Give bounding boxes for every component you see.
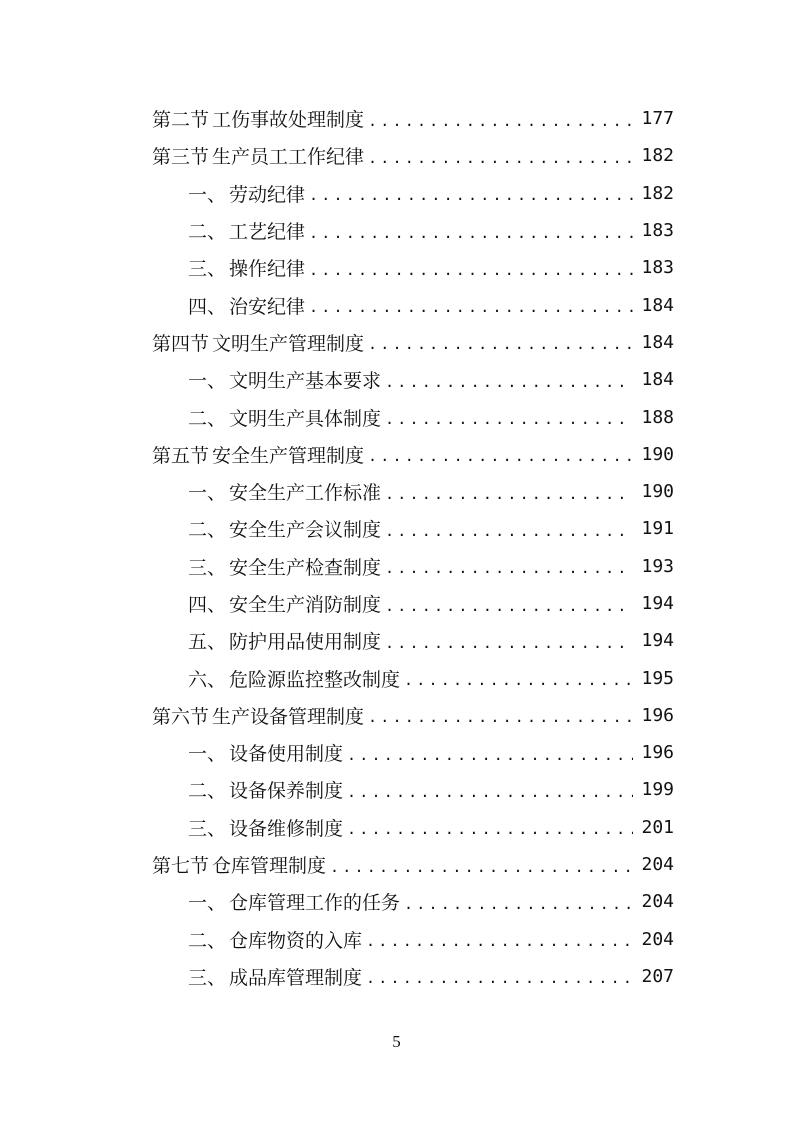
toc-entry-title: 文明生产基本要求 (229, 370, 382, 393)
toc-entry-title: 工艺纪律 (229, 221, 306, 244)
dot-leader (368, 112, 633, 130)
dot-leader (385, 485, 633, 503)
dot-leader (385, 522, 633, 540)
toc-entry-page: 183 (641, 257, 674, 279)
toc-entry-page: 194 (641, 630, 674, 652)
toc-entry-prefix: 第二节 (152, 109, 210, 132)
dot-leader (368, 447, 633, 465)
toc-entry[interactable] (152, 249, 674, 286)
dot-leader (366, 969, 633, 987)
dot-leader (385, 634, 633, 652)
toc-entry-title: 防护用品使用制度 (229, 631, 382, 654)
toc-entry[interactable] (152, 548, 674, 585)
toc-entry-prefix: 二、 (188, 929, 227, 952)
toc-entry-title: 设备维修制度 (229, 817, 344, 840)
toc-entry-title: 仓库物资的入库 (229, 929, 363, 952)
toc-entry-prefix: 第三节 (152, 146, 210, 169)
toc-entry-prefix: 第四节 (152, 332, 210, 355)
toc-entry-page: 196 (641, 742, 674, 764)
toc-entry[interactable] (152, 175, 674, 212)
toc-entry-prefix: 四、 (188, 295, 227, 318)
toc-entry-title: 设备使用制度 (229, 743, 344, 766)
toc-entry[interactable] (152, 585, 674, 622)
toc-entry-page: 183 (641, 220, 674, 242)
toc-entry-prefix: 第六节 (152, 705, 210, 728)
toc-entry[interactable] (152, 324, 674, 361)
toc-entry[interactable] (152, 510, 674, 547)
dot-leader (309, 224, 633, 242)
toc-entry-prefix: 二、 (188, 407, 227, 430)
toc-entry-title: 文明生产具体制度 (229, 407, 382, 430)
toc-entry-prefix: 一、 (188, 743, 227, 766)
toc-entry-title: 生产设备管理制度 (212, 705, 365, 728)
toc-entry-prefix: 四、 (188, 594, 227, 616)
toc-entry-page: 207 (641, 965, 674, 987)
toc-entry-prefix: 第五节 (152, 444, 210, 467)
toc-entry[interactable] (152, 436, 674, 473)
toc-entry-title: 治安纪律 (229, 295, 306, 318)
toc-entry-page: 196 (641, 704, 674, 726)
dot-leader (404, 671, 633, 689)
toc-entry-page: 182 (641, 145, 674, 167)
dot-leader (368, 149, 633, 167)
toc-entry-page: 190 (641, 443, 674, 465)
page-number: 5 (392, 1032, 401, 1051)
toc-entry[interactable] (152, 398, 674, 435)
toc-entry[interactable] (152, 771, 674, 808)
dot-leader (368, 335, 633, 353)
toc-entry-page: 184 (641, 369, 674, 391)
toc-entry-title: 安全生产会议制度 (229, 519, 382, 542)
toc-entry[interactable] (152, 473, 674, 510)
toc-entry-page: 204 (641, 928, 674, 950)
toc-entry-title: 仓库管理制度 (212, 855, 327, 878)
dot-leader (347, 820, 633, 838)
toc-entry-page: 190 (641, 481, 674, 503)
toc-entry-title: 安全生产管理制度 (212, 444, 365, 467)
toc-entry-page: 184 (641, 294, 674, 316)
toc-entry-title: 文明生产管理制度 (212, 332, 365, 355)
toc-entry-prefix: 第七节 (152, 855, 210, 878)
toc-entry[interactable] (152, 921, 674, 958)
toc-entry[interactable] (152, 361, 674, 398)
toc-entry[interactable] (152, 212, 674, 249)
toc-entry-page: 194 (641, 593, 674, 614)
toc-entry-page: 191 (641, 518, 674, 540)
toc-entry-title: 仓库管理工作的任务 (229, 892, 401, 915)
toc-entry[interactable] (152, 883, 674, 920)
toc-entry-title: 安全生产工作标准 (229, 482, 382, 505)
toc-entry[interactable] (152, 846, 674, 883)
dot-leader (309, 186, 633, 204)
dot-leader (347, 783, 633, 801)
dot-leader (330, 858, 633, 876)
toc-entry-page: 177 (641, 108, 674, 130)
toc-entry-prefix: 六、 (188, 668, 227, 691)
toc-entry-page: 182 (641, 182, 674, 204)
toc-entry-page: 201 (641, 816, 674, 838)
dot-leader (347, 746, 633, 764)
toc-entry-prefix: 一、 (188, 183, 227, 206)
toc-entry-title: 劳动纪律 (229, 183, 306, 206)
toc-entry[interactable] (152, 659, 674, 696)
toc-entry[interactable] (152, 734, 674, 771)
toc-entry-title: 安全生产消防制度 (229, 594, 382, 616)
toc-entry-title: 操作纪律 (229, 258, 306, 281)
dot-leader (366, 932, 633, 950)
toc-entry-page: 195 (641, 667, 674, 689)
toc-entry-page: 184 (641, 331, 674, 353)
toc-entry[interactable] (152, 622, 674, 659)
toc-entry-prefix: 二、 (188, 780, 227, 803)
toc-entry-title: 安全生产检查制度 (229, 556, 382, 579)
toc-entry-title: 成品库管理制度 (229, 966, 363, 989)
toc-entry-prefix: 三、 (188, 817, 227, 840)
toc-entry-prefix: 一、 (188, 482, 227, 505)
toc-entry-title: 生产员工工作纪律 (212, 146, 365, 169)
dot-leader (368, 708, 633, 726)
dot-leader (385, 373, 633, 391)
toc-entry[interactable] (152, 137, 674, 174)
toc-entry-page: 193 (641, 555, 674, 577)
toc-entry-prefix: 三、 (188, 556, 227, 579)
toc-entry-prefix: 一、 (188, 892, 227, 915)
dot-leader (385, 559, 633, 577)
toc-entry[interactable] (152, 958, 674, 995)
dot-leader (385, 597, 633, 615)
toc-entry[interactable] (152, 100, 674, 137)
toc-entry-page: 204 (641, 854, 674, 876)
dot-leader (309, 261, 633, 279)
toc-entry-page: 204 (641, 891, 674, 913)
toc-entry-prefix: 二、 (188, 519, 227, 542)
table-of-contents (152, 100, 674, 995)
toc-entry-prefix: 三、 (188, 966, 227, 989)
toc-entry-page: 199 (641, 779, 674, 801)
toc-entry[interactable] (152, 809, 674, 846)
toc-entry[interactable] (152, 286, 674, 323)
toc-entry-title: 工伤事故处理制度 (212, 109, 365, 132)
toc-entry-page: 188 (641, 406, 674, 428)
dot-leader (404, 895, 633, 913)
toc-entry[interactable] (152, 697, 674, 734)
toc-entry-title: 设备保养制度 (229, 780, 344, 803)
toc-entry-prefix: 三、 (188, 258, 227, 281)
toc-entry-title: 危险源监控整改制度 (229, 668, 401, 691)
toc-entry-prefix: 五、 (188, 631, 227, 654)
toc-entry-prefix: 二、 (188, 221, 227, 244)
dot-leader (385, 410, 633, 428)
dot-leader (309, 298, 633, 316)
toc-entry-prefix: 一、 (188, 370, 227, 393)
